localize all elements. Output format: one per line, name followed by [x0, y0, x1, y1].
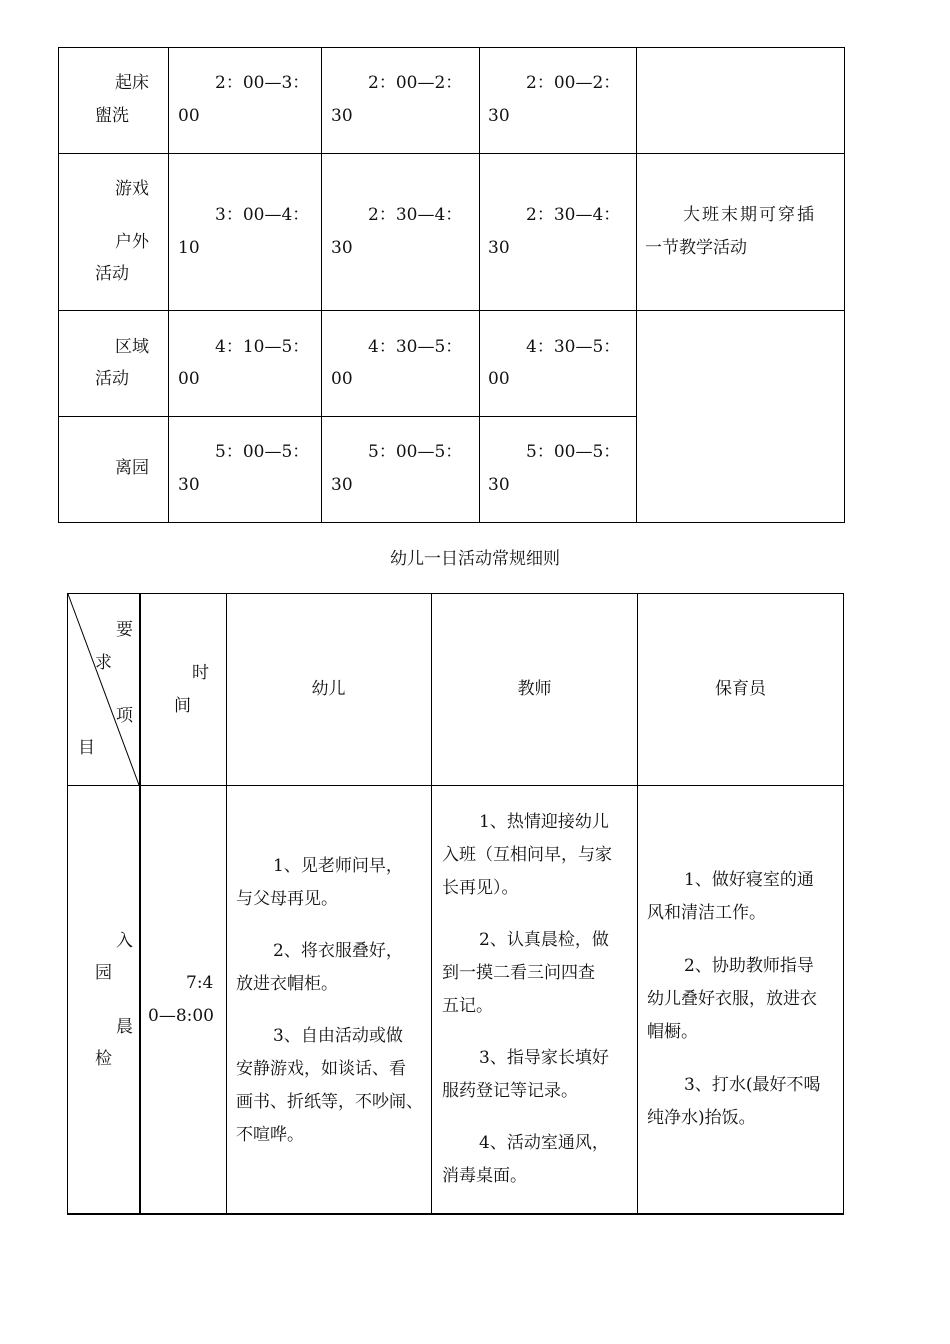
child-item: 2、将衣服叠好， 放进衣帽柜。 — [236, 941, 403, 994]
time-cell: 4：30—5： — [368, 337, 463, 357]
nurse-item: 1、做好寝室的通 风和清洁工作。 — [647, 870, 814, 923]
activity-label: 区域 — [115, 337, 149, 357]
time-cell: 30 — [488, 238, 510, 258]
time-cell: 30 — [488, 106, 510, 126]
header-time: 间 — [174, 696, 191, 716]
header-child: 幼儿 — [311, 679, 346, 699]
time-cell: 2：00—2： — [368, 73, 463, 93]
header-teacher: 教师 — [517, 679, 552, 699]
item-label: 园 — [95, 963, 112, 983]
section-title: 幼儿一日活动常规细则 — [390, 549, 560, 569]
time-value: 0—8:00 — [148, 1006, 214, 1026]
table-border — [479, 47, 480, 523]
activity-label: 活动 — [95, 369, 129, 389]
time-cell: 00 — [488, 369, 510, 389]
table-border — [67, 593, 844, 594]
time-cell: 2：30—4： — [368, 205, 463, 225]
time-cell: 2：00—2： — [526, 73, 621, 93]
note-text: 一节教学活动 — [645, 238, 747, 258]
header-corner-label: 求 — [95, 653, 112, 673]
table-border — [67, 785, 844, 786]
table-border — [67, 1213, 844, 1215]
time-cell: 4：30—5： — [526, 337, 621, 357]
time-value: 7:4 — [186, 973, 214, 993]
time-cell: 5：00—5： — [368, 442, 463, 462]
table-border — [58, 153, 845, 154]
time-cell: 5：00—5： — [215, 442, 310, 462]
note-text: 大班末期可穿插 — [683, 205, 816, 225]
activity-label: 户外 — [115, 232, 149, 252]
table-border — [58, 416, 636, 417]
table-border — [321, 47, 322, 523]
teacher-item: 4、活动室通风， 消毒桌面。 — [442, 1133, 609, 1186]
time-cell: 2：00—3： — [215, 73, 310, 93]
activity-label: 游戏 — [115, 179, 149, 199]
time-cell: 10 — [178, 238, 200, 258]
nurse-item: 2、协助教师指导 幼儿叠好衣服，放进衣 帽橱。 — [647, 956, 817, 1042]
header-time: 时 — [192, 663, 209, 683]
table-border — [58, 47, 845, 48]
time-cell: 00 — [178, 369, 200, 389]
child-item: 1、见老师问早， 与父母再见。 — [236, 856, 403, 909]
item-label: 入 — [116, 931, 133, 951]
table-border — [58, 310, 845, 311]
time-cell: 30 — [331, 238, 353, 258]
nurse-item: 3、打水(最好不喝 纯净水)抬饭。 — [647, 1075, 821, 1128]
time-cell: 2：30—4： — [526, 205, 621, 225]
time-cell: 00 — [331, 369, 353, 389]
item-label: 晨 — [116, 1017, 133, 1037]
teacher-item: 2、认真晨检，做 到一摸二看三问四查 五记。 — [442, 930, 609, 1016]
table-border — [843, 593, 844, 1215]
child-item: 3、自由活动或做 安静游戏，如谈话、看 画书、折纸等，不吵闹、 不喧哗。 — [236, 1026, 423, 1145]
header-corner-label: 要 — [116, 620, 133, 640]
activity-label: 活动 — [95, 264, 129, 284]
teacher-item: 3、指导家长填好 服药登记等记录。 — [442, 1048, 609, 1101]
time-cell: 30 — [488, 475, 510, 495]
time-cell: 30 — [178, 475, 200, 495]
header-corner-label: 目 — [78, 738, 95, 758]
time-cell: 5：00—5： — [526, 442, 621, 462]
teacher-item: 1、热情迎接幼儿 入班（互相问早，与家 长再见）。 — [442, 812, 612, 898]
table-border — [58, 47, 59, 523]
time-cell: 4：10—5： — [215, 337, 310, 357]
activity-label: 盥洗 — [95, 106, 129, 126]
header-nurse: 保育员 — [715, 679, 766, 699]
table-border — [168, 47, 169, 523]
header-corner-label: 项 — [116, 706, 133, 726]
activity-label: 离园 — [115, 458, 149, 478]
table-border — [636, 47, 637, 523]
table-border — [844, 47, 845, 523]
activity-label: 起床 — [115, 73, 149, 93]
table-border — [58, 522, 845, 523]
time-cell: 30 — [331, 106, 353, 126]
time-cell: 30 — [331, 475, 353, 495]
time-cell: 3：00—4： — [215, 205, 310, 225]
time-cell: 00 — [178, 106, 200, 126]
item-label: 检 — [95, 1049, 112, 1069]
